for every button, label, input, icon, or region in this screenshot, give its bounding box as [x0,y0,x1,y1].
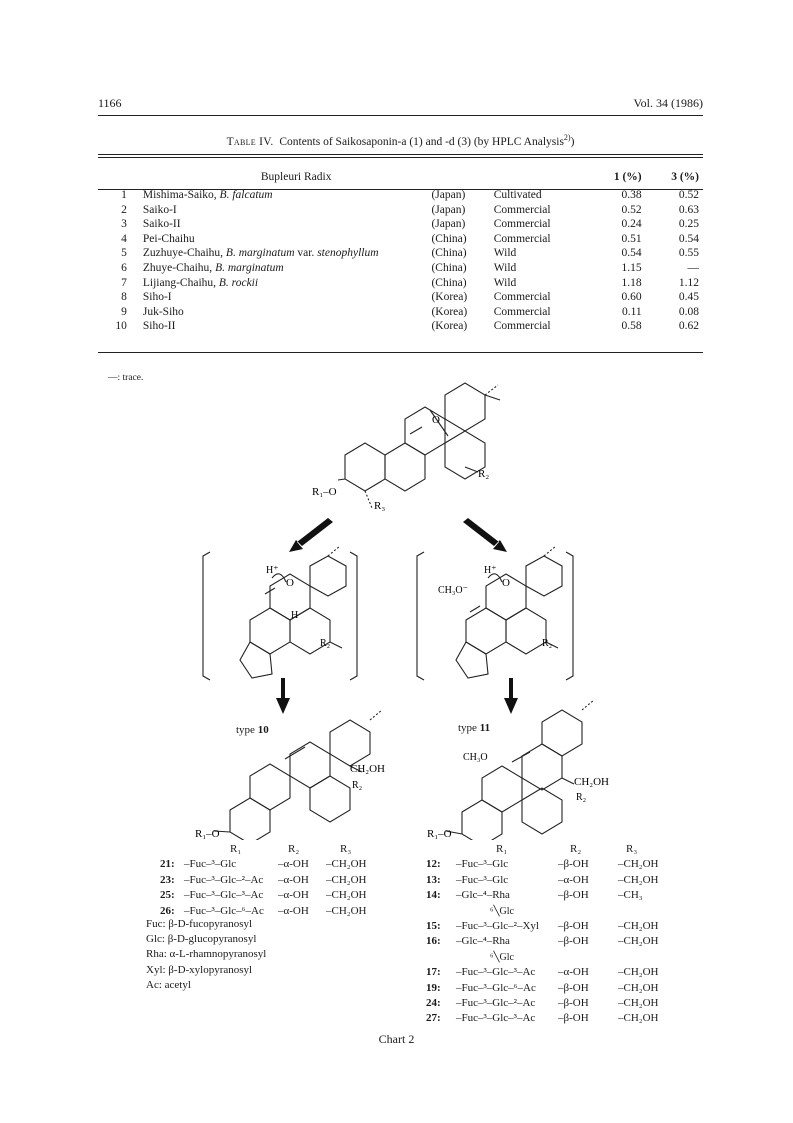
row-name [143,203,432,218]
compound-r2: –α-OH [558,966,589,979]
row-name [143,188,432,203]
volume-label: Vol. 34 (1986) [633,96,703,110]
compound-r1: –Fuc–³–Glc–²–Xyl [456,919,539,932]
intermediate-left [203,546,357,680]
compound-r1: –Fuc–³–Glc–²–Ac [456,996,536,1009]
compound-row [420,981,700,996]
compound-number: 25: [160,889,175,902]
row-number: 10 [115,320,127,333]
compound-r1: –Fuc–³–Glc–⁶–Ac [456,981,536,994]
compound-r2: –β-OH [558,889,589,902]
table-caption-text: Contents of Saikosaponin-a (1) and -d (3) (by HPLC Analysis [279,135,564,148]
compound-number: 23: [160,873,175,886]
compound-r3: –CH₂OH [618,858,659,871]
row-country: (Korea) [431,305,468,318]
row-type: Commercial [493,232,551,245]
row-country: (Korea) [431,291,468,304]
t11-ch3o: CH₃O [463,752,488,763]
variety-name: stenophyllum [317,247,379,260]
compound-row [420,888,700,903]
compound-number: 27: [426,1012,441,1025]
t10-r2: R₂ [352,780,363,791]
row-saikosaponin-d: 0.25 [678,218,699,231]
row-saikosaponin-d: 0.08 [678,305,699,318]
row-country: (Japan) [431,218,466,231]
row-name [143,290,432,305]
row-type: Wild [493,247,517,260]
compound-number: 17: [426,966,441,979]
compound-header-row [150,842,400,857]
species-name: B. marginatum [215,261,284,274]
compound-header-1: R₁ [496,843,508,855]
compound-r1: –Fuc–³–Glc [456,873,509,886]
row-saikosaponin-d: 1.12 [678,276,699,289]
parent-r1o: R₁–O [312,486,337,498]
row-type: Commercial [493,320,551,333]
right-r2: R₂ [542,638,553,649]
left-compound-table [150,842,400,919]
row-country: (China) [431,261,467,274]
compound-row [420,1011,700,1026]
compound-header-2: R₂ [570,843,582,855]
row-name [143,232,432,247]
compound-r1: –Glc–⁴–Rha [456,889,510,902]
compound-row [420,904,700,919]
col-saikosaponin-d: 3 (%) [671,171,699,183]
compound-r2: –α-OH [278,889,309,902]
compound-r3: –CH₂OH [618,996,659,1009]
compound-r1: ⁶╲Glc [490,905,514,917]
compound-header-3: R₃ [626,843,638,855]
right-compound-table [420,842,700,1027]
reaction-scheme [0,380,793,840]
compound-r1: –Fuc–³–Glc–⁶–Ac [184,904,264,917]
compound-number: 26: [160,904,175,917]
type11-number: 11 [479,722,491,734]
compound-r2: –α-OH [278,873,309,886]
table-footnote: —: trace. [108,373,144,383]
table-row [98,305,703,320]
left-r2: R₂ [320,638,331,649]
type10-structure [195,710,385,840]
parent-r2: R₂ [478,468,490,480]
row-saikosaponin-a: 0.38 [621,189,642,201]
compound-row [420,873,700,888]
row-country: (China) [431,232,467,245]
table-row [98,217,703,232]
t11-r2: R₂ [576,792,587,803]
compound-r2: –β-OH [558,935,589,948]
row-type: Cultivated [493,189,542,201]
row-type: Wild [493,276,517,289]
compound-row [150,857,400,872]
table-top-rule-2 [98,157,703,158]
arrow-right-down [463,518,507,552]
row-saikosaponin-d: 0.62 [678,320,699,333]
compound-number: 16: [426,935,441,948]
row-type: Commercial [493,291,551,304]
contents-table [98,166,703,334]
compound-r3: –CH₂OH [618,981,659,994]
row-country: (China) [431,247,467,260]
row-country: (Japan) [431,203,466,216]
t11-ch2oh: CH₂OH [574,776,610,788]
compound-r1: ⁶╲Glc [490,951,514,963]
compound-number: 19: [426,981,441,994]
compound-r1: –Fuc–³–Glc [184,858,237,871]
radix-name: Zhuye-Chaihu, [142,261,216,274]
compound-r2: –α-OH [278,858,309,871]
radix-name: Siho-I [142,291,172,304]
type10-number: 10 [257,724,269,736]
table-row [98,290,703,305]
radix-name: Mishima-Saiko, [142,189,220,201]
compound-row [420,950,700,965]
page-number: 1166 [98,96,122,110]
row-saikosaponin-a: 0.11 [621,305,642,318]
compound-r2: –β-OH [558,919,589,932]
compound-r3: –CH₂OH [326,904,367,917]
row-number: 6 [121,261,127,274]
row-name [143,217,432,232]
parent-structure [312,383,500,512]
right-ring-o: O [502,577,510,589]
right-h-plus: H⁺ [484,565,497,576]
row-name [143,276,432,291]
compound-r1: –Fuc–³–Glc [456,858,509,871]
compound-row [150,888,400,903]
table-caption-close: ) [570,135,575,148]
compound-r3: –CH₂OH [618,1012,659,1025]
compound-r2: –α-OH [558,873,589,886]
arrow-down-right [504,678,518,714]
compound-r1: –Fuc–³–Glc–³–Ac [456,1012,536,1025]
compound-row [420,996,700,1011]
radix-name: Saiko-I [142,203,177,216]
row-saikosaponin-d: 0.54 [678,232,699,245]
row-name [143,261,432,276]
row-number: 7 [121,276,127,289]
row-saikosaponin-d: 0.45 [678,291,699,304]
compound-number: 13: [426,873,441,886]
legend-item: Ac: acetyl [146,978,191,991]
table-row [98,203,703,218]
table-bottom-rule [98,352,703,353]
legend-item: Glc: β-D-glucopyranosyl [146,933,257,946]
type11-label: type 11 [458,722,491,734]
type10-label: type 10 [236,724,269,736]
row-number: 3 [121,218,127,231]
compound-r1: –Glc–⁴–Rha [456,935,510,948]
type11-structure [427,700,609,840]
compound-row [420,965,700,980]
row-number: 9 [121,305,127,318]
compound-header-2: R₂ [288,843,300,855]
chart-caption: Chart 2 [378,1032,415,1046]
compound-number: 21: [160,858,175,871]
row-name [143,319,432,334]
intermediate-right [417,546,573,680]
table-row [98,319,703,334]
table-row [98,261,703,276]
compound-r1: –Fuc–³–Glc–³–Ac [184,889,264,902]
row-type: Commercial [493,203,551,216]
variety-prefix: var. [294,247,318,260]
row-number: 5 [121,247,127,260]
row-saikosaponin-a: 0.54 [621,247,642,260]
compound-number: 15: [426,919,441,932]
table-row [98,232,703,247]
table-caption-label: Table IV. [226,135,274,148]
compound-r3: –CH₂OH [618,966,659,979]
compound-header-1: R₁ [230,843,242,855]
radix-name: Siho-II [142,320,176,333]
compound-r3: –CH₂OH [326,889,367,902]
legend-item: Fuc: β-D-fucopyranosyl [146,918,253,930]
row-type: Commercial [493,305,551,318]
row-type: Commercial [493,218,551,231]
compound-row [420,919,700,934]
row-number: 4 [121,232,127,245]
radix-name: Juk-Siho [142,305,184,318]
row-saikosaponin-a: 0.52 [621,203,642,216]
compound-row [420,857,700,872]
parent-ring-o: O [432,414,440,426]
radix-name: Zuzhuye-Chaihu, [142,247,226,260]
compound-r3: –CH₂OH [618,919,659,932]
row-country: (Korea) [431,320,468,333]
compound-number: 14: [426,889,441,902]
row-saikosaponin-d: 0.63 [678,203,699,216]
arrow-down-left [276,678,290,714]
row-saikosaponin-a: 0.60 [621,291,642,304]
table-caption [98,133,703,148]
compound-r2: –α-OH [278,904,309,917]
compound-number: 12: [426,858,441,871]
radix-name: Saiko-II [142,218,181,231]
compound-header-3: R₃ [340,843,352,855]
compound-r3: –CH₂OH [618,935,659,948]
col-saikosaponin-a: 1 (%) [613,171,642,183]
row-saikosaponin-a: 0.24 [621,218,642,231]
arrow-left-down [289,518,333,552]
compound-row [150,873,400,888]
table-row [98,188,703,203]
row-name [143,246,432,261]
row-saikosaponin-d: 0.55 [678,247,699,260]
compound-r3: –CH₂OH [618,873,659,886]
compound-header-row [420,842,700,857]
col-bupleuri-radix: Bupleuri Radix [260,171,332,183]
table-caption-ref: 2) [563,133,571,142]
t10-r1o: R₁–O [195,828,220,840]
row-country: (China) [431,276,467,289]
row-number: 8 [121,291,127,304]
row-saikosaponin-d: 0.52 [678,189,699,201]
table-top-rule-1 [98,154,703,155]
species-name: B. rockii [218,276,259,289]
row-country: (Japan) [431,189,466,201]
t10-ch2oh: CH₂OH [350,763,386,775]
left-ring-o: O [286,577,294,589]
compound-r3: –CH₂OH [326,858,367,871]
abbreviation-legend [146,917,266,993]
compound-r2: –β-OH [558,996,589,1009]
radix-name: Lijiang-Chaihu, [142,276,219,289]
row-saikosaponin-a: 1.15 [621,261,642,274]
left-h: H [291,610,299,621]
row-name [143,305,432,320]
t11-r1o: R₁–O [427,828,452,840]
row-type: Wild [493,261,517,274]
header-rule [98,115,703,116]
parent-r3: R₃ [374,500,386,512]
species-name: B. marginatum [225,247,295,260]
table-row [98,276,703,291]
parent-rings [338,383,500,508]
row-number: 1 [121,189,127,201]
compound-r2: –β-OH [558,981,589,994]
right-ch3o-minus: CH₃O⁻ [438,585,468,596]
compound-r1: –Fuc–³–Glc–²–Ac [184,873,264,886]
table-header-row [98,166,703,188]
legend-item: Xyl: β-D-xylopyranosyl [146,963,253,976]
row-saikosaponin-d: — [687,261,699,274]
left-h-plus: H⁺ [266,565,279,576]
compound-row [420,934,700,949]
row-saikosaponin-a: 1.18 [621,276,642,289]
row-saikosaponin-a: 0.51 [621,232,642,245]
radix-name: Pei-Chaihu [142,232,195,245]
species-name: B. falcatum [219,189,273,201]
compound-r2: –β-OH [558,858,589,871]
compound-r3: –CH₂OH [326,873,367,886]
compound-r1: –Fuc–³–Glc–³–Ac [456,966,536,979]
legend-item: Rha: α-L-rhamnopyranosyl [146,948,267,961]
table-row [98,246,703,261]
compound-r2: –β-OH [558,1012,589,1025]
compound-number: 24: [426,996,441,1009]
row-number: 2 [121,203,127,216]
compound-r3: –CH₃ [618,889,643,902]
row-saikosaponin-a: 0.58 [621,320,642,333]
